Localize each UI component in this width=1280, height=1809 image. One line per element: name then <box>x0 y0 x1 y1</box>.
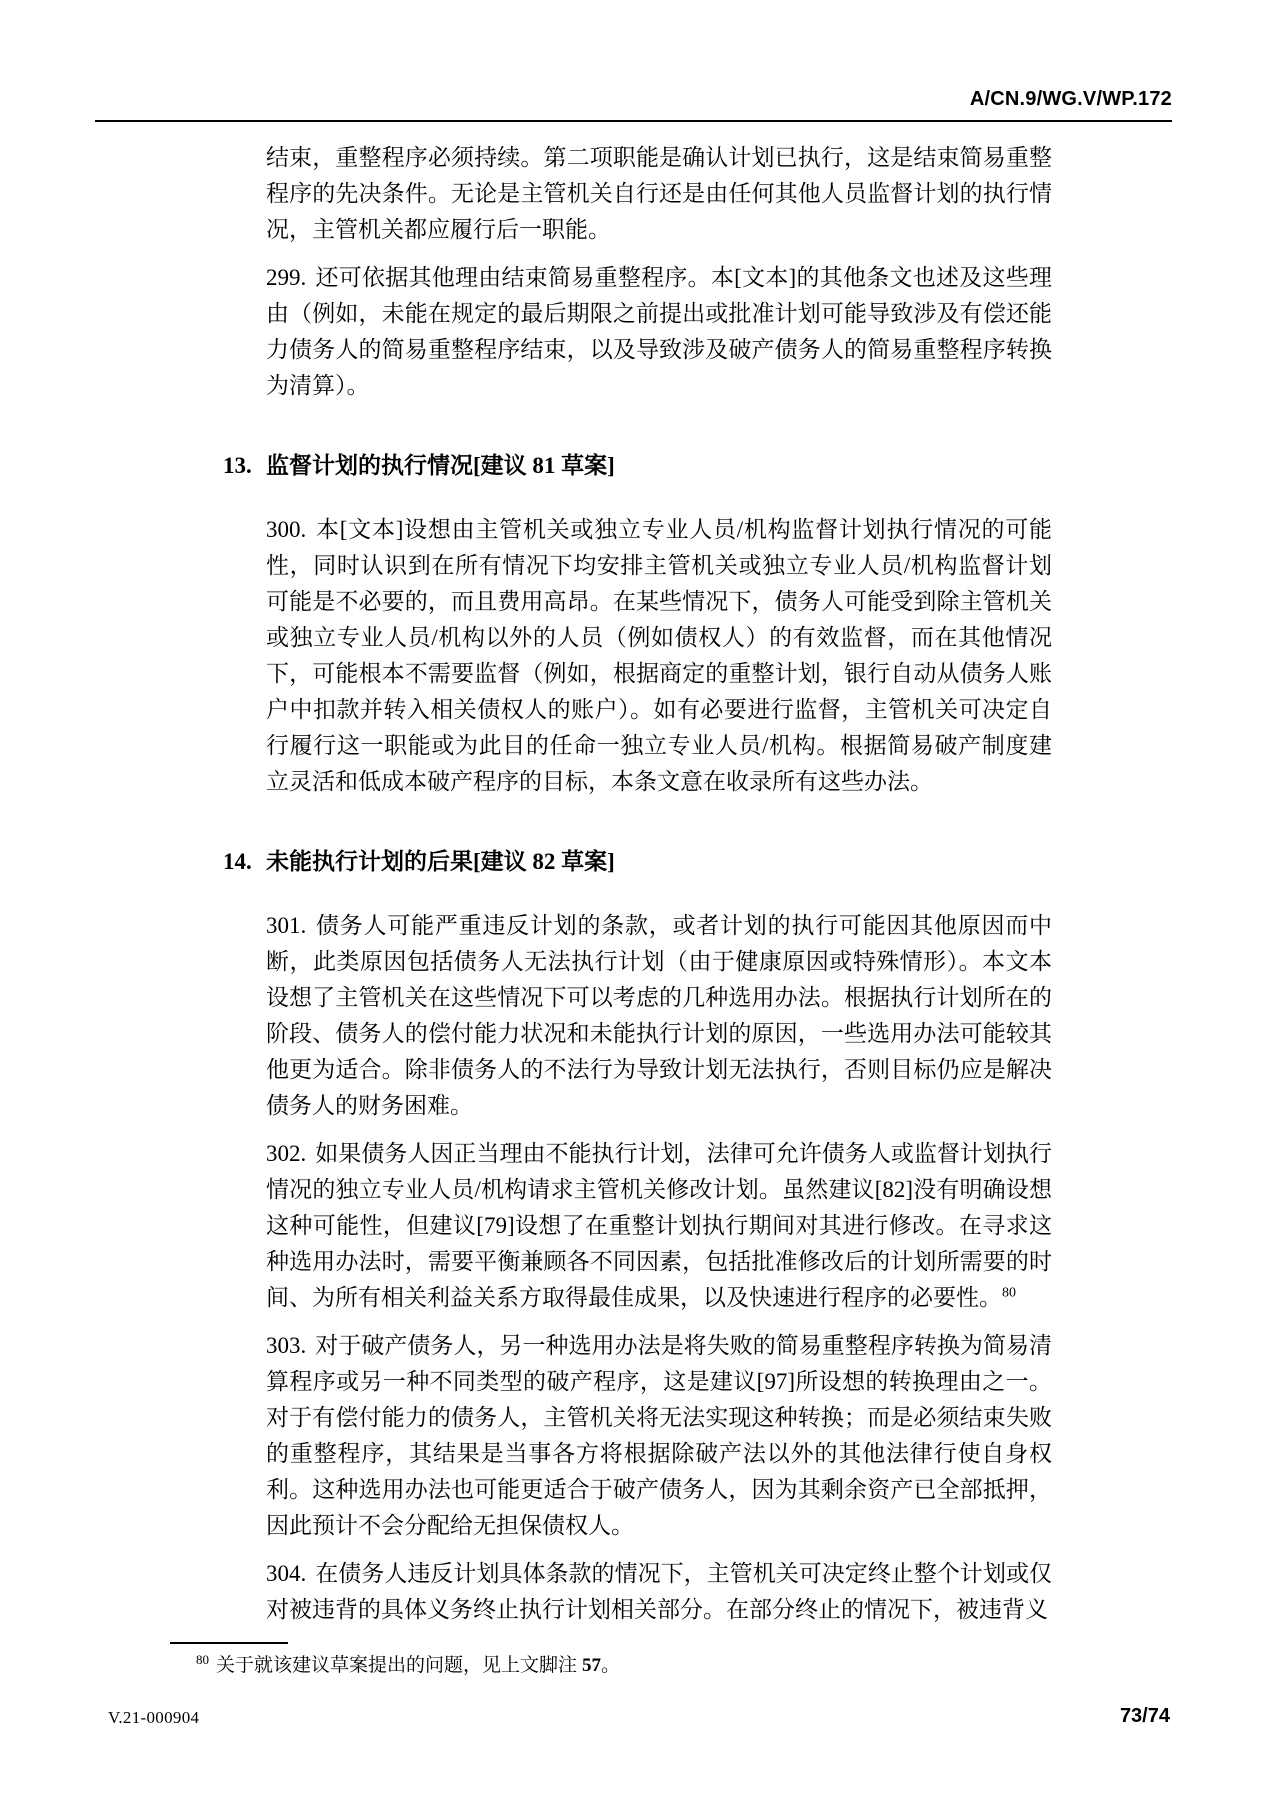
section-heading-14 <box>223 844 1052 880</box>
footnote-area <box>170 1642 980 1679</box>
paragraph-300 <box>266 512 1052 800</box>
paragraph-303 <box>266 1328 1052 1544</box>
paragraph-text: 本[文本]设想由主管机关或独立专业人员/机构监督计划执行情况的可能性，同时认识到在所有情况下均安排主管机关或独立专业人员/机构监督计划可能是不必要的，而且费用高昂。在某些情况下，债务人可能受到除主管机关或独立专业人员/机构以外的人员（例如债权人）的有效监督，而在其他情况下，可能根本不需要监督（例如，根据商定的重整计划，银行自动从债务人账户中扣款并转入相关债权人的账户）。如有必要进行监督，主管机关可决定自行履行这一职能或为此目的任命一独立专业人员/机构。根据简易破产制度建立灵活和低成本破产程序的目标，本条文意在收录所有这些办法。 <box>266 517 1052 794</box>
paragraph-number: 304. <box>266 1561 307 1586</box>
document-body <box>223 140 1052 1640</box>
footnote-text-end: 。 <box>601 1655 621 1676</box>
paragraph-continuation: 结束，重整程序必须持续。第二项职能是确认计划已执行，这是结束简易重整程序的先决条件。无论是主管机关自行还是由任何其他人员监督计划的执行情况，主管机关都应履行后一职能。 <box>266 145 1052 242</box>
paragraph-number: 303. <box>266 1333 307 1358</box>
section-number: 13. <box>223 453 252 478</box>
section-title: 监督计划的执行情况[建议 81 草案] <box>266 453 615 478</box>
header-rule <box>95 120 1172 122</box>
footnote-separator <box>170 1642 288 1644</box>
paragraph-number: 301. <box>266 913 307 938</box>
paragraph-299 <box>266 260 1052 404</box>
paragraph-number: 299. <box>266 265 307 290</box>
paragraph-number: 300. <box>266 517 307 542</box>
paragraph-text: 如果债务人因正当理由不能执行计划，法律可允许债务人或监督计划执行情况的独立专业人员/机构请求主管机关修改计划。虽然建议[82]没有明确设想这种可能性，但建议[79]设想了在重整计划执行期间对其进行修改。在寻求这种选用办法时，需要平衡兼顾各不同因素，包括批准修改后的计划所需要的时间、为所有相关利益关系方取得最佳成果，以及快速进行程序的必要性。 <box>266 1141 1052 1310</box>
paragraph-text: 债务人可能严重违反计划的条款，或者计划的执行可能因其他原因而中断，此类原因包括债务人无法执行计划（由于健康原因或特殊情形）。本文本设想了主管机关在这些情况下可以考虑的几种选用办法。根据执行计划所在的阶段、债务人的偿付能力状况和未能执行计划的原因，一些选用办法可能较其他更为适合。除非债务人的不法行为导致计划无法执行，否则目标仍应是解决债务人的财务困难。 <box>266 913 1052 1118</box>
document-number: V.21-000904 <box>108 1708 200 1727</box>
section-heading-13 <box>223 448 1052 484</box>
section-title: 未能执行计划的后果[建议 82 草案] <box>266 849 615 874</box>
paragraph-text: 还可依据其他理由结束简易重整程序。本[文本]的其他条文也述及这些理由（例如，未能在规定的最后期限之前提出或批准计划可能导致涉及有偿还能力债务人的简易重整程序结束，以及导致涉及破产债务人的简易重整程序转换为清算）。 <box>266 265 1052 398</box>
footnote-text: 关于就该建议草案提出的问题，见上文脚注 <box>216 1655 578 1676</box>
document-symbol: A/CN.9/WG.V/WP.172 <box>969 88 1172 110</box>
page-number: 73/74 <box>1119 1705 1170 1727</box>
section-number: 14. <box>223 849 252 874</box>
paragraph-302 <box>266 1136 1052 1316</box>
paragraph-301 <box>266 908 1052 1124</box>
paragraph-text: 对于破产债务人，另一种选用办法是将失败的简易重整程序转换为简易清算程序或另一种不同类型的破产程序，这是建议[97]所设想的转换理由之一。对于有偿付能力的债务人，主管机关将无法实现这种转换；而是必须结束失败的重整程序，其结果是当事各方将根据除破产法以外的其他法律行使自身权利。这种选用办法也可能更适合于破产债务人，因为其剩余资产已全部抵押，因此预计不会分配给无担保债权人。 <box>266 1333 1052 1538</box>
paragraph-304 <box>266 1556 1052 1628</box>
footnote-reference-80: 80 <box>1002 1285 1016 1301</box>
footnote-cross-reference: 57 <box>582 1655 602 1676</box>
paragraph-number: 302. <box>266 1141 307 1166</box>
footnote-marker: 80 <box>196 1651 209 1667</box>
paragraph-text: 在债务人违反计划具体条款的情况下，主管机关可决定终止整个计划或仅对被违背的具体义务终止执行计划相关部分。在部分终止的情况下，被违背义 <box>266 1561 1052 1622</box>
footnote-80 <box>170 1653 980 1679</box>
